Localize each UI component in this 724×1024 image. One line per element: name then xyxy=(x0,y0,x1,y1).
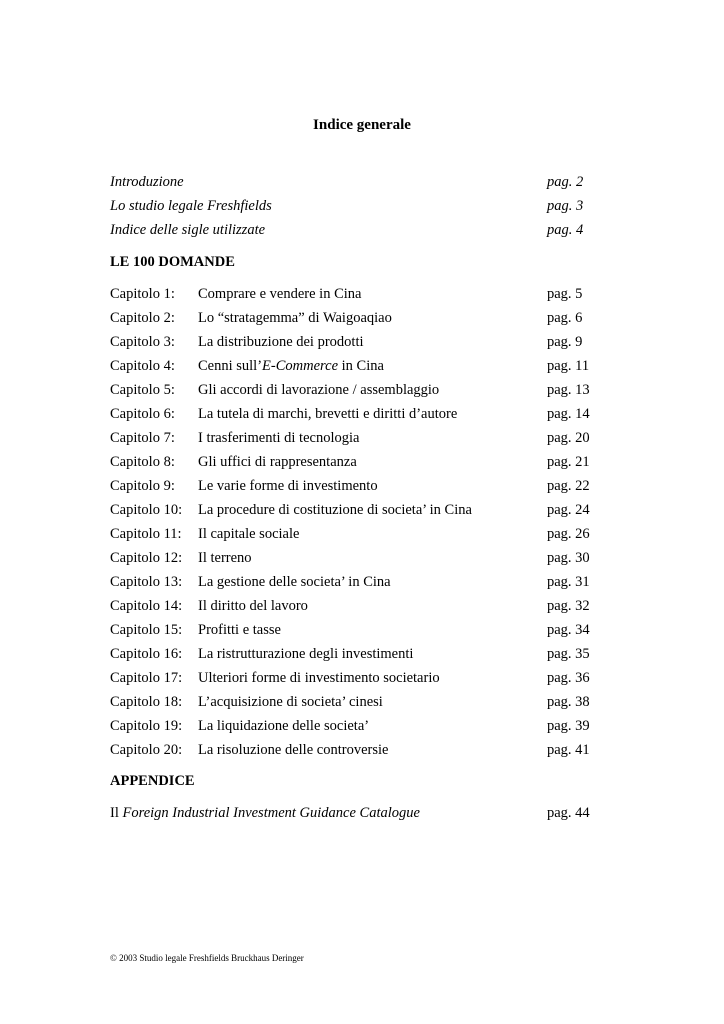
chapter-title-italic: E-Commerce xyxy=(262,358,339,374)
chapter-page: pag. 21 xyxy=(547,454,590,470)
chapter-page: pag. 30 xyxy=(547,550,590,566)
chapter-page: pag. 39 xyxy=(547,718,590,734)
toc-chapter-row xyxy=(110,716,610,736)
chapter-page: pag. 41 xyxy=(547,742,590,758)
chapter-number: Capitolo 7: xyxy=(110,430,175,446)
toc-chapter-row xyxy=(110,596,610,616)
chapter-number: Capitolo 16: xyxy=(110,646,183,662)
chapter-page: pag. 26 xyxy=(547,526,590,542)
chapter-page: pag. 22 xyxy=(547,478,590,494)
chapter-title-suffix: in Cina xyxy=(338,358,384,374)
chapter-page: pag. 13 xyxy=(547,382,590,398)
chapter-number: Capitolo 2: xyxy=(110,310,175,326)
chapter-number: Capitolo 11: xyxy=(110,526,182,542)
chapter-title: Il terreno xyxy=(198,550,252,566)
chapter-page: pag. 9 xyxy=(547,334,583,350)
copyright-footer: © 2003 Studio legale Freshfields Bruckhaus Deringer xyxy=(110,953,304,963)
chapter-number: Capitolo 6: xyxy=(110,406,175,422)
chapter-page: pag. 35 xyxy=(547,646,590,662)
chapter-title xyxy=(198,356,384,376)
chapter-title-prefix: Cenni sull’ xyxy=(198,358,263,374)
toc-chapter-row xyxy=(110,308,610,328)
chapter-page: pag. 20 xyxy=(547,430,590,446)
section-heading-appendix: APPENDICE xyxy=(110,773,195,789)
chapter-number: Capitolo 1: xyxy=(110,286,175,302)
chapter-number: Capitolo 17: xyxy=(110,670,183,686)
chapter-page: pag. 6 xyxy=(547,310,583,326)
chapter-page: pag. 32 xyxy=(547,598,590,614)
chapter-number: Capitolo 12: xyxy=(110,550,183,566)
chapter-page: pag. 36 xyxy=(547,670,590,686)
toc-chapter-row xyxy=(110,740,610,760)
chapter-number: Capitolo 14: xyxy=(110,598,183,614)
chapter-title: La tutela di marchi, brevetti e diritti d’autore xyxy=(198,406,458,422)
toc-entry-page: pag. 2 xyxy=(547,174,584,190)
toc-chapter-row xyxy=(110,404,610,424)
toc-chapter-row xyxy=(110,620,610,640)
chapter-title: Comprare e vendere in Cina xyxy=(198,286,362,302)
toc-entry-studio-legale xyxy=(110,196,610,216)
toc-chapter-row xyxy=(110,548,610,568)
chapter-title: Profitti e tasse xyxy=(198,622,281,638)
toc-entry-page: pag. 4 xyxy=(547,222,584,238)
toc-entry-label: Indice delle sigle utilizzate xyxy=(110,222,266,238)
chapter-number: Capitolo 8: xyxy=(110,454,175,470)
chapter-title: La gestione delle societa’ in Cina xyxy=(198,574,391,590)
chapter-title: I trasferimenti di tecnologia xyxy=(198,430,360,446)
chapter-page: pag. 11 xyxy=(547,358,590,374)
chapter-page: pag. 5 xyxy=(547,286,583,302)
chapter-title: Il diritto del lavoro xyxy=(198,598,308,614)
chapter-number: Capitolo 13: xyxy=(110,574,183,590)
chapter-page: pag. 14 xyxy=(547,406,590,422)
toc-chapter-row xyxy=(110,500,610,520)
toc-chapter-row xyxy=(110,644,610,664)
chapter-title: Gli uffici di rappresentanza xyxy=(198,454,357,470)
chapter-title: Ulteriori forme di investimento societario xyxy=(198,670,440,686)
chapter-page: pag. 34 xyxy=(547,622,590,638)
toc-chapter-row xyxy=(110,476,610,496)
chapter-number: Capitolo 9: xyxy=(110,478,175,494)
chapter-number: Capitolo 20: xyxy=(110,742,183,758)
toc-entry-appendix xyxy=(110,803,610,823)
chapter-number: Capitolo 15: xyxy=(110,622,183,638)
chapter-number: Capitolo 3: xyxy=(110,334,175,350)
toc-chapter-row xyxy=(110,428,610,448)
appendix-title-italic: Foreign Industrial Investment Guidance Catalogue xyxy=(122,805,420,821)
toc-entry-label: Lo studio legale Freshfields xyxy=(110,198,272,214)
chapter-title: La ristrutturazione degli investimenti xyxy=(198,646,414,662)
chapter-number: Capitolo 10: xyxy=(110,502,183,518)
chapter-title: La liquidazione delle societa’ xyxy=(198,718,370,734)
chapter-title: L’acquisizione di societa’ cinesi xyxy=(198,694,383,710)
toc-entry-page: pag. 3 xyxy=(547,198,584,214)
chapter-page: pag. 38 xyxy=(547,694,590,710)
toc-chapter-row xyxy=(110,572,610,592)
toc-entry-label: Introduzione xyxy=(110,174,184,190)
chapter-number: Capitolo 18: xyxy=(110,694,183,710)
chapter-title: Gli accordi di lavorazione / assemblaggio xyxy=(198,382,440,398)
page-title: Indice generale xyxy=(313,117,411,133)
chapter-number: Capitolo 5: xyxy=(110,382,175,398)
toc-chapter-row xyxy=(110,668,610,688)
section-heading-questions: LE 100 DOMANDE xyxy=(110,254,235,270)
chapter-number: Capitolo 4: xyxy=(110,358,175,374)
chapter-title: Il capitale sociale xyxy=(198,526,300,542)
chapter-title: Le varie forme di investimento xyxy=(198,478,378,494)
chapter-title: Lo “stratagemma” di Waigoaqiao xyxy=(198,310,392,326)
appendix-title xyxy=(110,803,420,823)
appendix-page: pag. 44 xyxy=(547,805,590,821)
toc-chapter-row xyxy=(110,692,610,712)
appendix-prefix: Il xyxy=(110,805,123,821)
chapter-page: pag. 24 xyxy=(547,502,590,518)
toc-chapter-row xyxy=(110,332,610,352)
toc-entry-introduzione xyxy=(110,172,610,192)
toc-chapter-row xyxy=(110,524,610,544)
toc-chapter-row xyxy=(110,452,610,472)
toc-entry-sigle xyxy=(110,220,610,240)
toc-chapter-row xyxy=(110,380,610,400)
chapter-title: La distribuzione dei prodotti xyxy=(198,334,364,350)
chapter-page: pag. 31 xyxy=(547,574,590,590)
chapter-number: Capitolo 19: xyxy=(110,718,183,734)
toc-chapter-row xyxy=(110,356,610,376)
chapter-title: La risoluzione delle controversie xyxy=(198,742,389,758)
toc-chapter-row xyxy=(110,284,610,304)
chapter-title: La procedure di costituzione di societa’ in Cina xyxy=(198,502,472,518)
